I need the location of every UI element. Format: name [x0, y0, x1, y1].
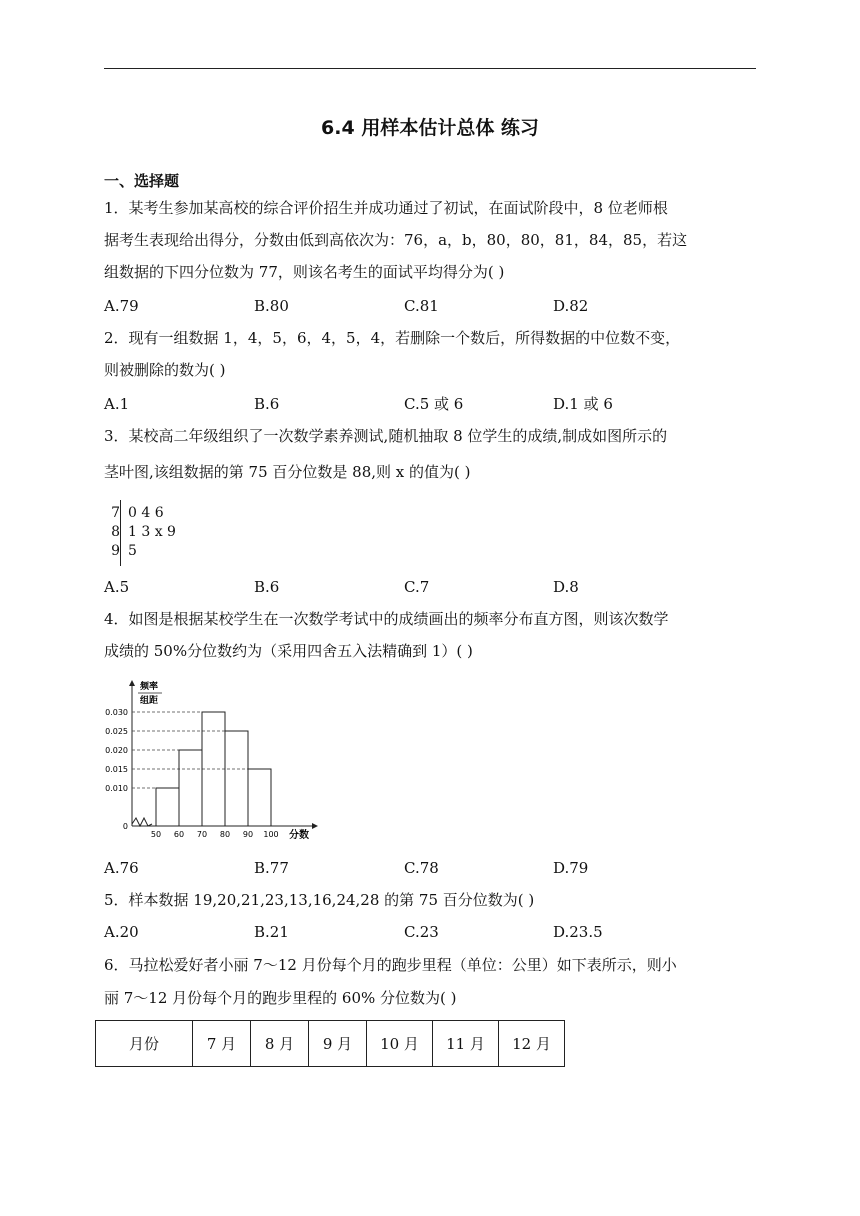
- leaves-9: 5: [128, 543, 137, 559]
- table-row: [96, 1021, 565, 1067]
- x-tick-label: 50: [150, 830, 162, 839]
- q3-option-a[interactable]: A.5: [104, 578, 130, 596]
- stem-9: 9: [111, 543, 120, 559]
- y-tick-label: 0.010: [105, 784, 128, 793]
- q3-option-d[interactable]: D.8: [553, 578, 579, 596]
- q3-line-1: 3．某校高二年级组织了一次数学素养测试,随机抽取 8 位学生的成绩,制成如图所示的: [104, 427, 668, 445]
- table-header-oct: 10 月: [367, 1021, 433, 1067]
- ylabel-top: 频率: [140, 682, 159, 692]
- q1-option-b[interactable]: B.80: [254, 297, 289, 315]
- histogram-bar: [156, 788, 179, 826]
- x-tick-label: 80: [219, 830, 231, 839]
- q6-line-1: 6．马拉松爱好者小丽 7～12 月份每个月的跑步里程（单位：公里）如下表所示，则小: [104, 956, 677, 974]
- ylabel-bottom: 组距: [140, 696, 159, 706]
- x-tick-label: 100: [263, 830, 279, 839]
- histogram-bar: [225, 731, 248, 826]
- q3-option-b[interactable]: B.6: [254, 578, 280, 596]
- q2-option-c[interactable]: C.5 或 6: [404, 395, 464, 413]
- q4-line-2: 成绩的 50%分位数约为（采用四舍五入法精确到 1）( ): [104, 642, 473, 660]
- q6-line-2: 丽 7～12 月份每个月的跑步里程的 60% 分位数为( ): [104, 989, 457, 1007]
- x-axis-arrow: [312, 823, 318, 829]
- stem-leaf-stems: [106, 504, 120, 561]
- q4-option-b[interactable]: B.77: [254, 859, 289, 877]
- q4-line-1: 4．如图是根据某校学生在一次数学考试中的成绩画出的频率分布直方图，则该次数学: [104, 610, 669, 628]
- xlabel: 分数: [289, 830, 309, 841]
- stem-leaf-divider: [120, 500, 121, 566]
- q2-option-b[interactable]: B.6: [254, 395, 280, 413]
- axis-break-icon: [132, 818, 152, 826]
- histogram-bar: [179, 750, 202, 826]
- header-rule: [104, 68, 756, 69]
- q1-line-2: 据考生表现给出得分，分数由低到高依次为：76，a，b，80，80，81，84，85，若这: [104, 231, 688, 249]
- table-header-sep: 9 月: [309, 1021, 367, 1067]
- table-header-aug: 8 月: [251, 1021, 309, 1067]
- q1-option-a[interactable]: A.79: [104, 297, 139, 315]
- page-title: 6.4 用样本估计总体 练习: [321, 117, 539, 139]
- q1-option-c[interactable]: C.81: [404, 297, 439, 315]
- mileage-table: [95, 1020, 565, 1067]
- histogram-bar: [248, 769, 271, 826]
- q3-line-2: 茎叶图,该组数据的第 75 百分位数是 88,则 x 的值为( ): [104, 463, 471, 481]
- x-tick-label: 90: [242, 830, 254, 839]
- q5-option-a[interactable]: A.20: [104, 923, 139, 941]
- q4-option-c[interactable]: C.78: [404, 859, 439, 877]
- q1-line-1: 1．某考生参加某高校的综合评价招生并成功通过了初试，在面试阶段中，8 位老师根: [104, 199, 668, 217]
- q1-line-3: 组数据的下四分位数为 77，则该名考生的面试平均得分为( ): [104, 263, 505, 281]
- q5-option-c[interactable]: C.23: [404, 923, 439, 941]
- q2-option-a[interactable]: A.1: [104, 395, 130, 413]
- y-tick-label: 0.020: [105, 746, 128, 755]
- q5-option-b[interactable]: B.21: [254, 923, 289, 941]
- q5-option-d[interactable]: D.23.5: [553, 923, 603, 941]
- q4-option-d[interactable]: D.79: [553, 859, 589, 877]
- q5-line-1: 5．样本数据 19,20,21,23,13,16,24,28 的第 75 百分位数为( ): [104, 891, 535, 909]
- x-tick-label: 60: [173, 830, 185, 839]
- y-tick-label: 0.025: [105, 727, 128, 736]
- q2-options: [104, 394, 744, 414]
- y-axis-arrow: [129, 680, 135, 686]
- section-heading: 一、选择题: [104, 172, 180, 190]
- q1-options: [104, 296, 744, 316]
- table-header-month: 月份: [96, 1021, 193, 1067]
- q4-options: [104, 858, 744, 878]
- q4-option-a[interactable]: A.76: [104, 859, 139, 877]
- stem-leaf-leaves: [128, 504, 176, 561]
- q2-option-d[interactable]: D.1 或 6: [553, 395, 613, 413]
- q3-options: [104, 577, 744, 597]
- table-header-nov: 11 月: [433, 1021, 499, 1067]
- frequency-histogram: [100, 678, 320, 842]
- leaves-8: 1 3 x 9: [128, 524, 176, 540]
- stem-8: 8: [111, 524, 120, 540]
- q5-options: [104, 922, 744, 942]
- table-header-dec: 12 月: [499, 1021, 565, 1067]
- q1-option-d[interactable]: D.82: [553, 297, 589, 315]
- leaves-7: 0 4 6: [128, 505, 164, 521]
- y-tick-label: 0: [122, 822, 128, 831]
- x-tick-label: 70: [196, 830, 208, 839]
- q2-line-2: 则被删除的数为( ): [104, 361, 226, 379]
- y-tick-label: 0.015: [105, 765, 128, 774]
- y-tick-label: 0.030: [105, 708, 128, 717]
- stem-7: 7: [111, 505, 120, 521]
- q2-line-1: 2．现有一组数据 1，4，5，6，4，5，4，若删除一个数后，所得数据的中位数不变，: [104, 329, 681, 347]
- table-header-jul: 7 月: [193, 1021, 251, 1067]
- q3-option-c[interactable]: C.7: [404, 578, 430, 596]
